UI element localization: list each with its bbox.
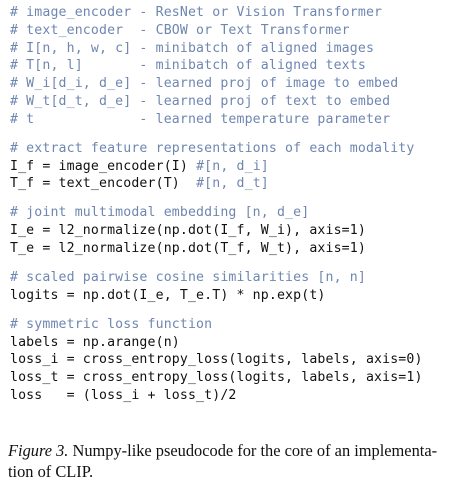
code-text: labels = np.arange(n) [10,334,180,350]
code-line [10,387,460,405]
code-comment-line [10,111,460,129]
code-comment-line [10,316,460,334]
code-line [10,158,460,176]
code-comment-line [10,75,460,93]
code-blank-line [10,305,460,316]
figure-caption [8,440,460,482]
comment-text: # W_t[d_t, d_e] - learned proj of text to embed [10,93,391,109]
code-comment-line [10,204,460,222]
code-text: T_f = text_encoder(T) [10,176,197,192]
comment-text: # symmetric loss function [10,316,213,332]
comment-text: # text_encoder - CBOW or Text Transformer [10,22,350,38]
code-comment-line [10,57,460,75]
code-text: T_e = l2_normalize(np.dot(T_f, W_t), axis=1) [10,240,366,256]
code-comment-line [10,40,460,58]
code-comment-line [10,22,460,40]
comment-text: # scaled pairwise cosine similarities [n, n] [10,269,366,285]
code-line [10,369,460,387]
code-text: loss_i = cross_entropy_loss(logits, labels, axis=0) [10,352,423,368]
caption-label: Figure 3. [8,441,69,460]
code-line [10,175,460,193]
comment-text: # extract feature representations of each modality [10,140,415,156]
code-line [10,351,460,369]
code-blank-line [10,193,460,204]
comment-text: # I[n, h, w, c] - minibatch of aligned images [10,40,375,56]
code-blank-line [10,129,460,140]
code-comment-line [10,140,460,158]
inline-comment: #[n, d_t] [196,176,269,192]
comment-text: # W_i[d_i, d_e] - learned proj of image to embed [10,76,399,92]
code-text: loss_t = cross_entropy_loss(logits, labels, axis=1) [10,370,423,386]
code-comment-line [10,269,460,287]
code-text: logits = np.dot(I_e, T_e.T) * np.exp(t) [10,287,326,303]
code-comment-line [10,93,460,111]
code-line [10,287,460,305]
comment-text: # t - learned temperature parameter [10,111,391,127]
comment-text: # image_encoder - ResNet or Vision Transformer [10,5,383,20]
code-text: I_f = image_encoder(I) [10,158,197,174]
comment-text: # joint multimodal embedding [n, d_e] [10,205,310,221]
code-line [10,222,460,240]
code-line [10,240,460,258]
pseudocode-block [10,4,460,405]
inline-comment: #[n, d_i] [196,158,269,174]
comment-text: # T[n, l] - minibatch of aligned texts [10,58,366,74]
caption-text: Numpy-like pseudocode for the core of an implementa-tion of CLIP. [8,441,438,481]
code-text: loss = (loss_i + loss_t)/2 [10,387,237,403]
code-comment-line [10,4,460,22]
code-line [10,334,460,352]
code-blank-line [10,258,460,269]
code-text: I_e = l2_normalize(np.dot(I_f, W_i), axis=1) [10,223,366,239]
